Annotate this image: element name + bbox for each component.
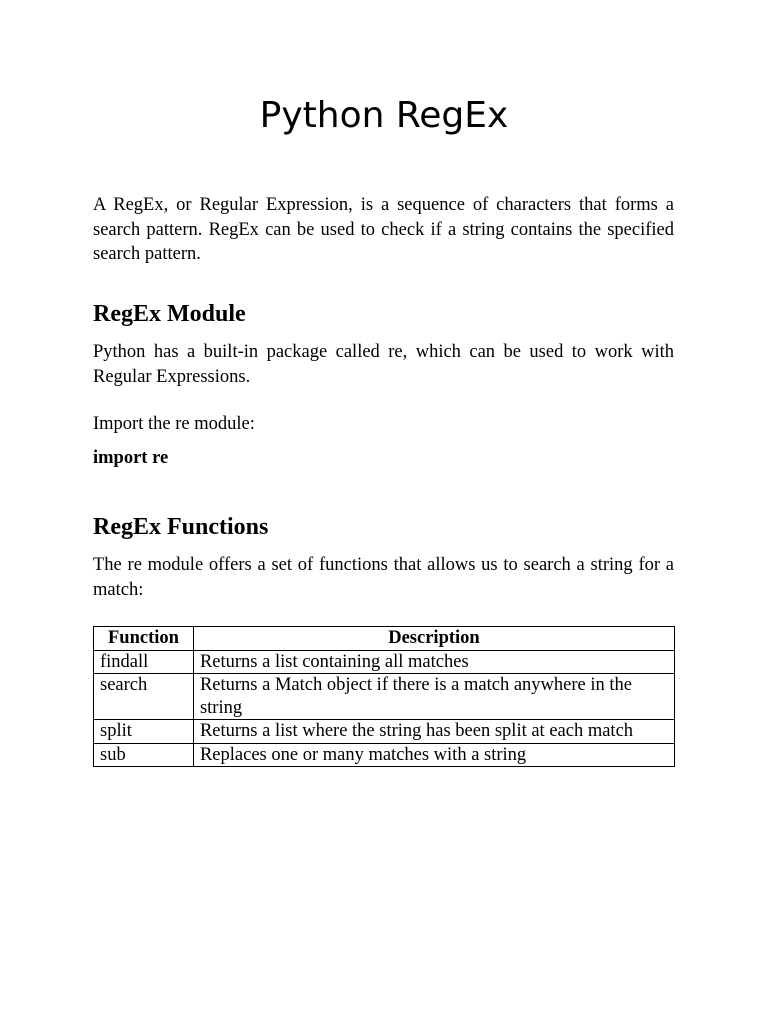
- functions-table: [93, 626, 675, 767]
- function-name-cell: search: [94, 674, 194, 720]
- regex-functions-paragraph: The re module offers a set of functions that allows us to search a string for a match:: [93, 555, 674, 600]
- function-name-cell: findall: [94, 650, 194, 674]
- import-code: import re: [93, 448, 169, 468]
- function-description-cell: Returns a Match object if there is a match anywhere in the string: [193, 674, 674, 720]
- intro-paragraph: A RegEx, or Regular Expression, is a sequence of characters that forms a search pattern. RegEx can be used to check if a string contains the specified search pattern.: [93, 195, 674, 264]
- table-row: [94, 674, 675, 720]
- function-description-cell: Replaces one or many matches with a string: [193, 743, 674, 767]
- column-header-description: Description: [193, 627, 674, 651]
- import-label: Import the re module:: [93, 414, 255, 434]
- function-description-cell: Returns a list where the string has been split at each match: [193, 720, 674, 744]
- function-description-cell: Returns a list containing all matches: [193, 650, 674, 674]
- table-row: [94, 650, 675, 674]
- table-row: [94, 743, 675, 767]
- column-header-function: Function: [94, 627, 194, 651]
- table-row: [94, 720, 675, 744]
- function-name-cell: split: [94, 720, 194, 744]
- regex-module-heading: RegEx Module: [93, 301, 246, 327]
- function-name-cell: sub: [94, 743, 194, 767]
- regex-functions-heading: RegEx Functions: [93, 514, 269, 540]
- page-title: Python RegEx: [259, 95, 509, 136]
- table-header-row: [94, 627, 675, 651]
- regex-module-paragraph: Python has a built-in package called re, which can be used to work with Regular Expressions.: [93, 342, 674, 387]
